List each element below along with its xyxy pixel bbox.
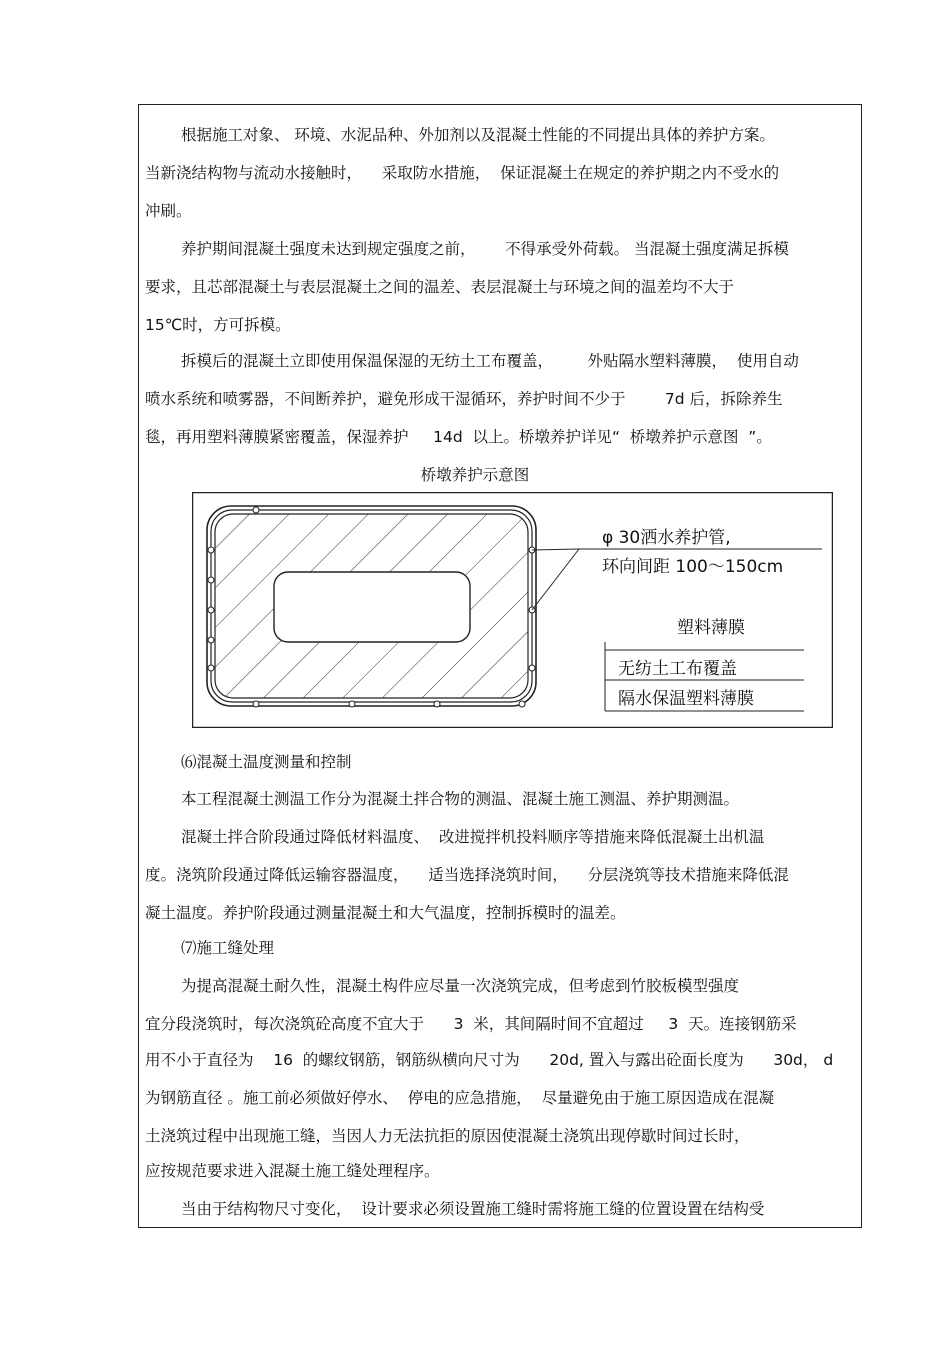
text-line: 当新浇结构物与流动水接触时， 采取防水措施， 保证混凝土在规定的养护期之内不受水的 (145, 164, 780, 182)
label-insulation: 隔水保温塑料薄膜 (618, 689, 754, 709)
text-line: 凝土温度。养护阶段通过测量混凝土和大气温度，控制拆模时的温差。 (145, 904, 626, 922)
text-line: 要求，且芯部混凝土与表层混凝土之间的温差、表层混凝土与环境之间的温差均不大于 (145, 278, 735, 296)
pipe-leader (532, 549, 579, 550)
text-line: 应按规范要求进入混凝土施工缝处理程序。 (145, 1162, 440, 1180)
text-line: 用不小于直径为 16 的螺纹钢筋，钢筋纵横向尺寸为 20d, 置入与露出砼面长度为 30d， d (145, 1051, 834, 1069)
text-line: 为提高混凝土耐久性，混凝土构件应尽量一次浇筑完成，但考虑到竹胶板模型强度 (181, 977, 740, 995)
text-line: 土浇筑过程中出现施工缝，当因人力无法抗拒的原因使混凝土浇筑出现停歇时间过长时， (145, 1127, 750, 1145)
section-heading: ⑺施工缝处理 (181, 939, 275, 957)
text-line: 根据施工对象、 环境、水泥品种、外加剂以及混凝土性能的不同提出具体的养护方案。 (181, 126, 775, 144)
label-film: 塑料薄膜 (677, 618, 745, 638)
label-geotextile: 无纺土工布覆盖 (618, 659, 737, 679)
text-line: 宜分段浇筑时，每次浇筑砼高度不宜大于 3 米，其间隔时间不宜超过 3 天。连接钢筋采 (145, 1015, 797, 1033)
text-line: 度。浇筑阶段通过降低运输容器温度， 适当选择浇筑时间， 分层浇筑等技术措施来降低混 (145, 866, 789, 884)
text-line: 养护期间混凝土强度未达到规定强度之前， 不得承受外荷载。 当混凝土强度满足拆模 (181, 240, 789, 258)
label-pipe-1: φ 30洒水养护管, (602, 528, 731, 548)
text-line: 15℃时，方可拆模。 (145, 316, 291, 334)
pipe-leader (532, 549, 579, 610)
text-line: 为钢筋直径 。施工前必须做好停水、 停电的应急措施， 尽量避免由于施工原因造成在混凝 (145, 1089, 775, 1107)
diagram-caption: 桥墩养护示意图 (420, 466, 530, 484)
text-line: 拆模后的混凝土立即使用保温保湿的无纺土工布覆盖， 外贴隔水塑料薄膜， 使用自动 (181, 352, 799, 370)
section-heading: ⑹混凝土温度测量和控制 (181, 753, 352, 771)
text-line: 混凝土拌合阶段通过降低材料温度、 改进搅拌机投料顺序等措施来降低混凝土出机温 (181, 828, 765, 846)
text-line: 喷水系统和喷雾器，不间断养护，避免形成干湿循环，养护时间不少于 7d 后，拆除养生 (145, 390, 783, 408)
text-line: 冲刷。 (145, 202, 192, 220)
text-line: 本工程混凝土测温工作分为混凝土拌合物的测温、混凝土施工测温、养护期测温。 (181, 790, 740, 808)
hollow-core (274, 572, 470, 642)
text-line: 当由于结构物尺寸变化， 设计要求必须设置施工缝时需将施工缝的位置设置在结构受 (181, 1200, 765, 1218)
text-line: 毯，再用塑料薄膜紧密覆盖，保湿养护 14d 以上。桥墩养护详见“ 桥墩养护示意图 ”。 (145, 428, 772, 446)
pier-curing-diagram (192, 492, 833, 728)
label-pipe-2: 环向间距 100～150cm (602, 557, 784, 577)
